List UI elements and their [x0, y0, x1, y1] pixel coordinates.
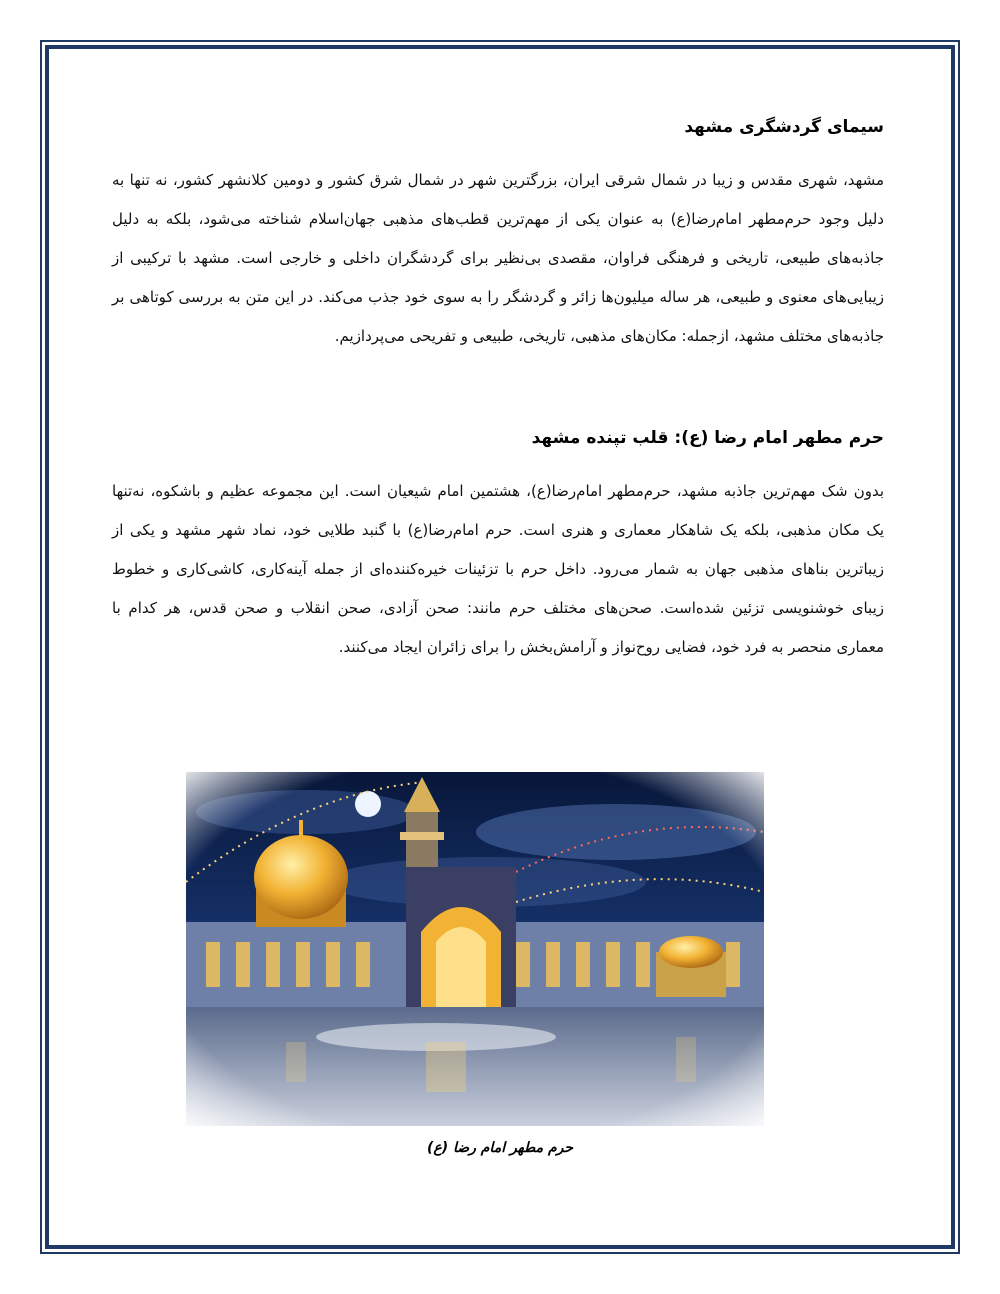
section-title: حرم مطهر امام رضا (ع): قلب تپنده مشهد [531, 428, 884, 448]
document-title: سیمای گردشگری مشهد [684, 117, 884, 137]
shrine-photo [186, 772, 764, 1126]
intro-paragraph: مشهد، شهری مقدس و زیبا در شمال شرقی ایران، بزرگترین شهر در شمال شرق کشور و دومین کلانشهر کشور، نه تنها به دلیل وجود حرم‌مطهر امام‌رضا(ع) به عنوان یکی از مهم‌ترین قطب‌های مذهبی جهان‌اسلام شناخته می‌شود، بلکه به دلیل جاذبه‌های طبیعی، تاریخی و فرهنگی فراوان، مقصدی بی‌نظیر برای گردشگران داخلی و خارجی است. مشهد با ترکیبی از زیبایی‌های معنوی و طبیعی، هر ساله میلیون‌ها زائر و گردشگر را به سوی خود جذب می‌کند. در این متن به بررسی کوتاهی بر جاذبه‌های مختلف مشهد، ازجمله: مکان‌های مذهبی، تاریخی، طبیعی و تفریحی می‌پردازیم. [112, 171, 884, 345]
section-paragraph: بدون شک مهم‌ترین جاذبه مشهد، حرم‌مطهر امام‌رضا(ع)، هشتمین امام شیعیان است. این مجموعه عظیم و باشکوه، نه‌تنها یک مکان مذهبی، بلکه یک شاهکار معماری و هنری است. حرم امام‌رضا(ع) با گنبد طلایی خود، نماد شهر مشهد و یکی از زیباترین بناهای مذهبی جهان به شمار می‌رود. داخل حرم با تزئینات خیره‌کننده‌ای از جمله آینه‌کاری، کاشی‌کاری و خطوط زیبای خوشنویسی تزئین شده‌است. صحن‌های مختلف حرم مانند: صحن آزادی، صحن انقلاب و صحن قدس، هر کدام با معماری منحصر به فرد خود، فضایی روح‌نواز و آرامش‌بخش را برای زائران ایجاد می‌کنند. [112, 482, 884, 656]
document-body [112, 112, 884, 667]
shrine-photo-illustration [186, 772, 764, 1126]
figure-caption: حرم مطهر امام رضا (ع) [426, 1140, 574, 1156]
